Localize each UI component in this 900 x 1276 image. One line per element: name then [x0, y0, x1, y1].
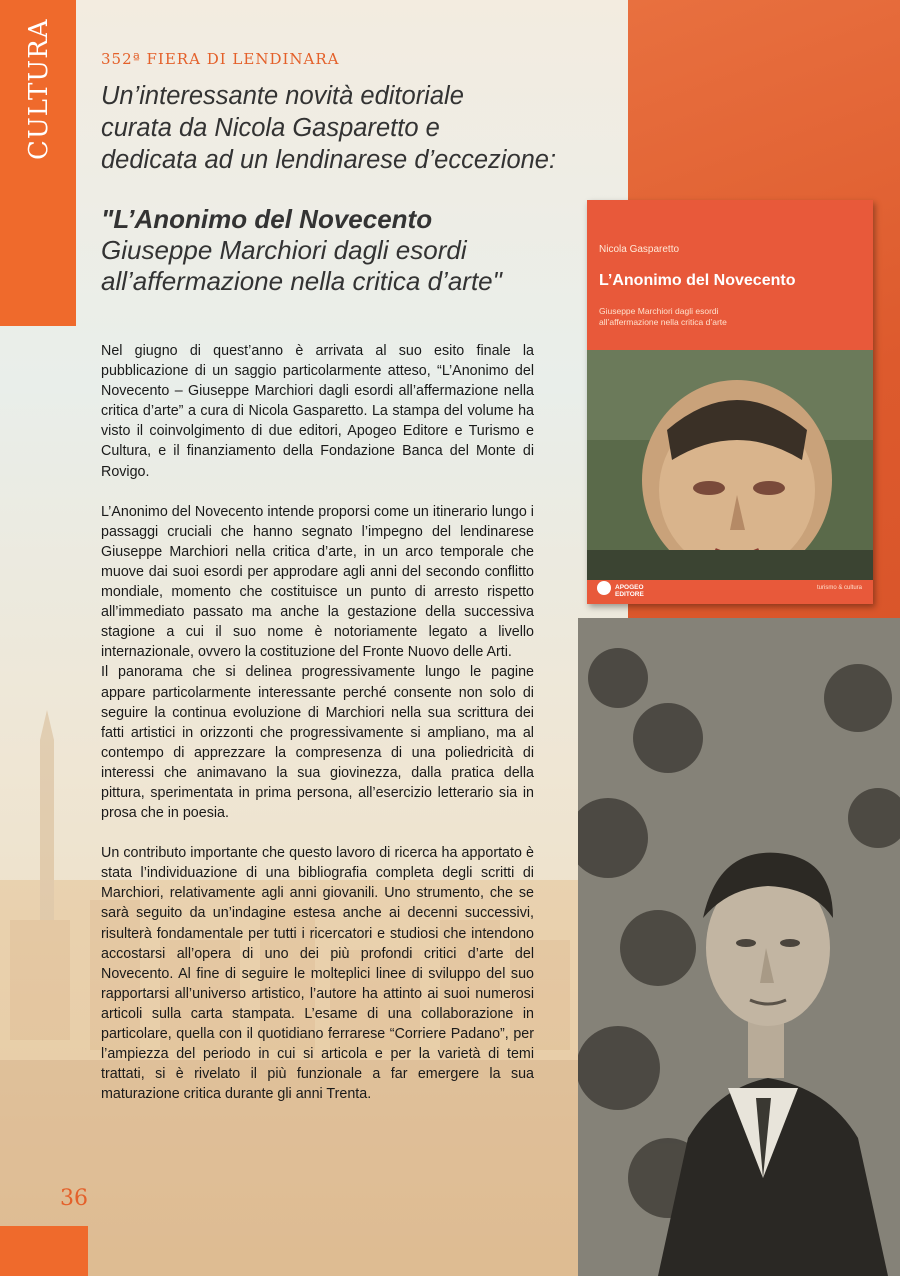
- paragraph: Un contributo importante che questo lavoro di ricerca ha apportato è stata l’individuazione di una bibliografia completa degli scritti di Marchiori, relativamente agli anni giovanili. Uno strumento, che se sarà seguito da un’indagine estesa anche ai decenni successivi, risulterà fondamentale per tutti i ricercatori e studiosi che intendono accostarsi all’opera di uno dei più profondi critici d’arte del Novecento. Al fine di seguire le molteplici linee di sviluppo del suo rapportarsi all’universo artistico, l’autore ha attinto ai suoi numerosi articoli sulla carta stampata. L’esame di una collaborazione in particolare, quella con il quotidiano ferrarese “Corriere Padano”, per l’ampiezza del periodo in cui si articola e per la varietà di temi trattati, si è rivelato il più funzionale a far emergere la sua maturazione critica durante gli anni Trenta.: [101, 845, 534, 1103]
- book-author: Nicola Gasparetto: [599, 244, 680, 255]
- headline-line: curata da Nicola Gasparetto e: [101, 114, 440, 142]
- kicker: 352ª FIERA DI LENDINARA: [101, 50, 340, 68]
- publisher-logo-icon: [597, 581, 611, 595]
- portrait-painting: [587, 350, 873, 580]
- publisher-line: APOGEO: [615, 584, 644, 591]
- paragraph: L’Anonimo del Novecento intende proporsi come un itinerario lungo i passaggi cruciali che hanno segnato l’impegno del lendinarese Giuseppe Marchiori nella critica d’arte, in un arco temporale che muove dai suoi esordi per approdare agli anni del secondo conflitto mondiale, momento che costituisce un punto di arresto rispetto all’immediato passato ma anche la gestazione della successiva stagione a cui il suo nome è notoriamente legato a livello internazionale, ovvero la costituzione del Fronte Nuovo delle Arti.: [101, 503, 534, 661]
- headline-line: dedicata ad un lendinarese d’eccezione:: [101, 146, 557, 174]
- title-line: all’affermazione nella critica d’arte": [101, 266, 502, 296]
- publisher-line: EDITORE: [615, 591, 644, 598]
- page-corner-block: [0, 1226, 88, 1276]
- book-series: turismo & cultura: [817, 585, 863, 591]
- paragraph: Nel giugno di quest’anno è arrivata al suo esito finale la pubblicazione di un saggio particolarmente atteso, “L’Anonimo del Novecento – Giuseppe Marchiori dagli esordi all’affermazione nella critica d’arte” a cura di Nicola Gasparetto. La stampa del volume ha visto il coinvolgimento di due editori, Apogeo Editore e Turismo e Cultura, e il finanziamento della Fondazione Banca del Monte di Rovigo.: [101, 343, 534, 480]
- section-label: CULTURA: [24, 18, 54, 160]
- paragraph: Il panorama che si delinea progressivamente lungo le pagine appare particolarmente interessante perché consente non solo di seguire la continua evoluzione di Marchiori nella sua scrittura dei fatti artistici in orizzonti che progressivamente si ampliano, ma al contempo di apprezzare la compresenza di una poliedricità di interessi che animavano la sua giovinezza, dalla pratica della pittura, sperimentata in prima persona, all’esercizio letterario sia in prosa che in poesia.: [101, 664, 534, 822]
- book-title-heading: [101, 204, 601, 297]
- subtitle-line: all’affermazione nella critica d’arte: [599, 317, 727, 327]
- book-cover: [587, 200, 873, 604]
- book-cover-title: L’Anonimo del Novecento: [599, 272, 796, 289]
- title-line: Giuseppe Marchiori dagli esordi: [101, 235, 467, 265]
- headline-line: Un’interessante novità editoriale: [101, 82, 464, 110]
- book-publisher: [615, 584, 644, 598]
- page-number: 36: [60, 1186, 88, 1211]
- headline: [101, 80, 601, 176]
- article-body: [101, 341, 534, 1104]
- title-bold: "L’Anonimo del Novecento: [101, 204, 433, 234]
- marchiori-photo: [578, 618, 900, 1276]
- subtitle-line: Giuseppe Marchiori dagli esordi: [599, 306, 719, 316]
- book-cover-subtitle: [599, 306, 839, 328]
